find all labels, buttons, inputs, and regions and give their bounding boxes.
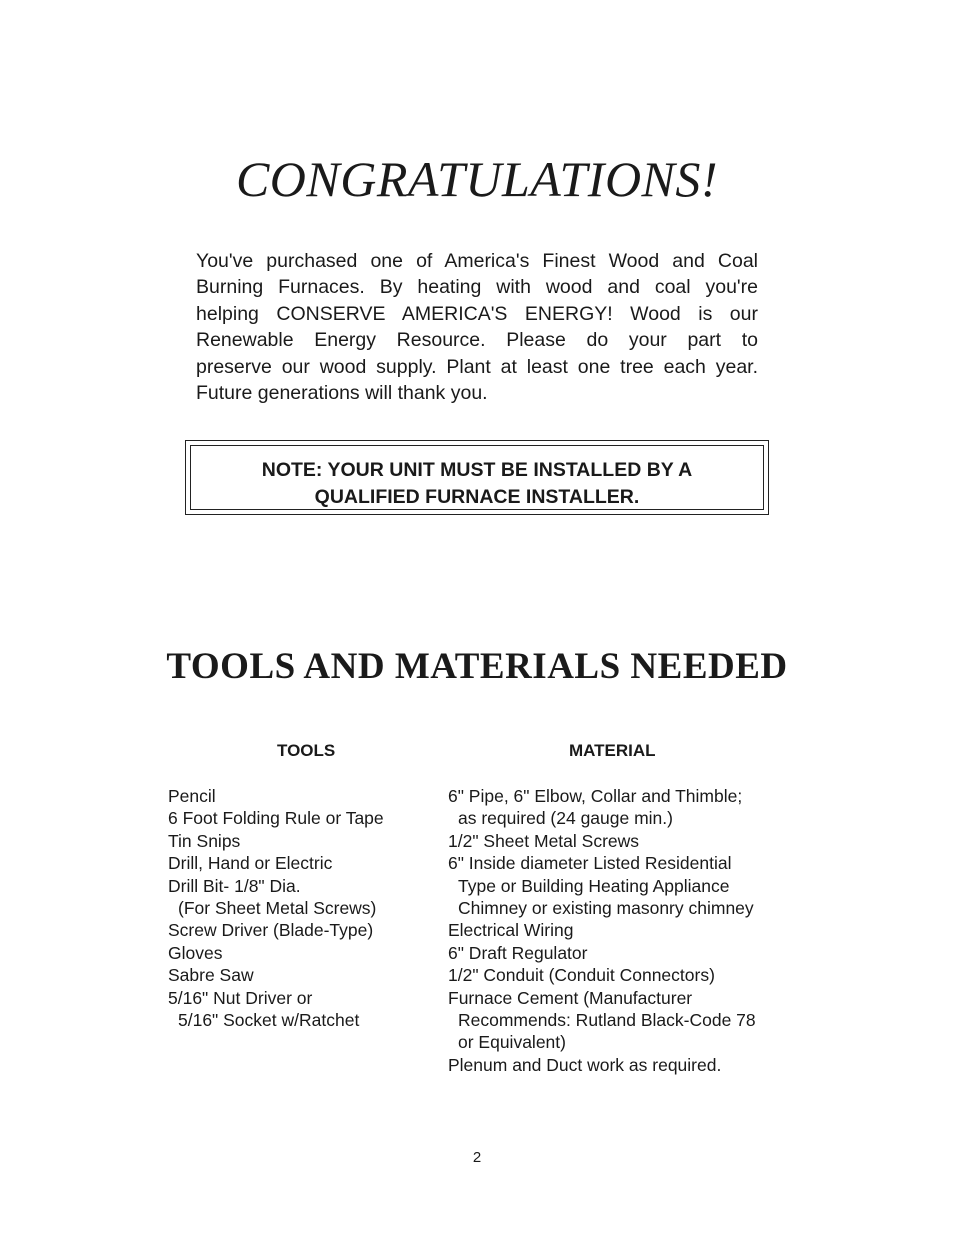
intro-paragraph — [196, 248, 758, 406]
note-line-2: QUALIFIED FURNACE INSTALLER. — [314, 486, 640, 508]
tool-item: Sabre Saw — [168, 965, 254, 986]
tools-list — [168, 785, 384, 1031]
installer-note-box — [185, 440, 769, 515]
material-item: 6" Draft Regulator — [448, 942, 588, 963]
tool-item: Drill Bit- 1/8" Dia. — [168, 875, 301, 896]
material-list — [448, 785, 756, 1076]
material-item: Chimney or existing masonry chimney — [458, 898, 754, 919]
material-item: Furnace Cement (Manufacturer — [448, 987, 693, 1008]
tool-item: Gloves — [168, 942, 223, 963]
intro-line: Future generations will thank you. — [196, 382, 488, 405]
material-item: 6" Pipe, 6" Elbow, Collar and Thimble; — [448, 786, 743, 806]
tools-heading: TOOLS — [277, 741, 336, 760]
intro-line: preserve our wood supply. Plant at least one tree each year. — [196, 355, 758, 378]
material-item: as required (24 gauge min.) — [458, 808, 673, 829]
page-number: 2 — [472, 1149, 482, 1166]
material-item: 1/2" Conduit (Conduit Connectors) — [448, 965, 715, 986]
section-title: TOOLS AND MATERIALS NEEDED — [166, 646, 788, 687]
material-heading: MATERIAL — [569, 741, 656, 760]
material-item: Electrical Wiring — [448, 920, 574, 941]
intro-line: Renewable Energy Resource. Please do your part to — [196, 329, 758, 352]
tool-item: 5/16" Socket w/Ratchet — [178, 1010, 360, 1031]
tool-item: Drill, Hand or Electric — [168, 853, 333, 874]
tool-item: 5/16" Nut Driver or — [168, 987, 313, 1008]
intro-line: Burning Furnaces. By heating with wood and coal you're — [196, 276, 758, 299]
tool-item: Screw Driver (Blade-Type) — [168, 920, 374, 941]
material-item: 1/2" Sheet Metal Screws — [448, 830, 640, 851]
tool-item: 6 Foot Folding Rule or Tape — [168, 808, 384, 829]
material-item: Recommends: Rutland Black-Code 78 — [458, 1010, 756, 1031]
material-item: Plenum and Duct work as required. — [448, 1054, 722, 1075]
tool-item: (For Sheet Metal Screws) — [178, 898, 377, 919]
intro-line: helping CONSERVE AMERICA'S ENERGY! Wood is our — [196, 302, 758, 325]
note-line-1: NOTE: YOUR UNIT MUST BE INSTALLED BY A — [261, 459, 693, 481]
tool-item: Tin Snips — [168, 830, 241, 851]
material-item: Type or Building Heating Appliance — [458, 875, 730, 896]
page-title: CONGRATULATIONS! — [235, 151, 719, 207]
intro-line: You've purchased one of America's Finest Wood and Coal — [196, 250, 758, 272]
installer-note-inner — [190, 445, 764, 510]
material-item: 6" Inside diameter Listed Residential — [448, 853, 732, 874]
material-item: or Equivalent) — [458, 1032, 566, 1053]
tool-item: Pencil — [168, 786, 216, 806]
